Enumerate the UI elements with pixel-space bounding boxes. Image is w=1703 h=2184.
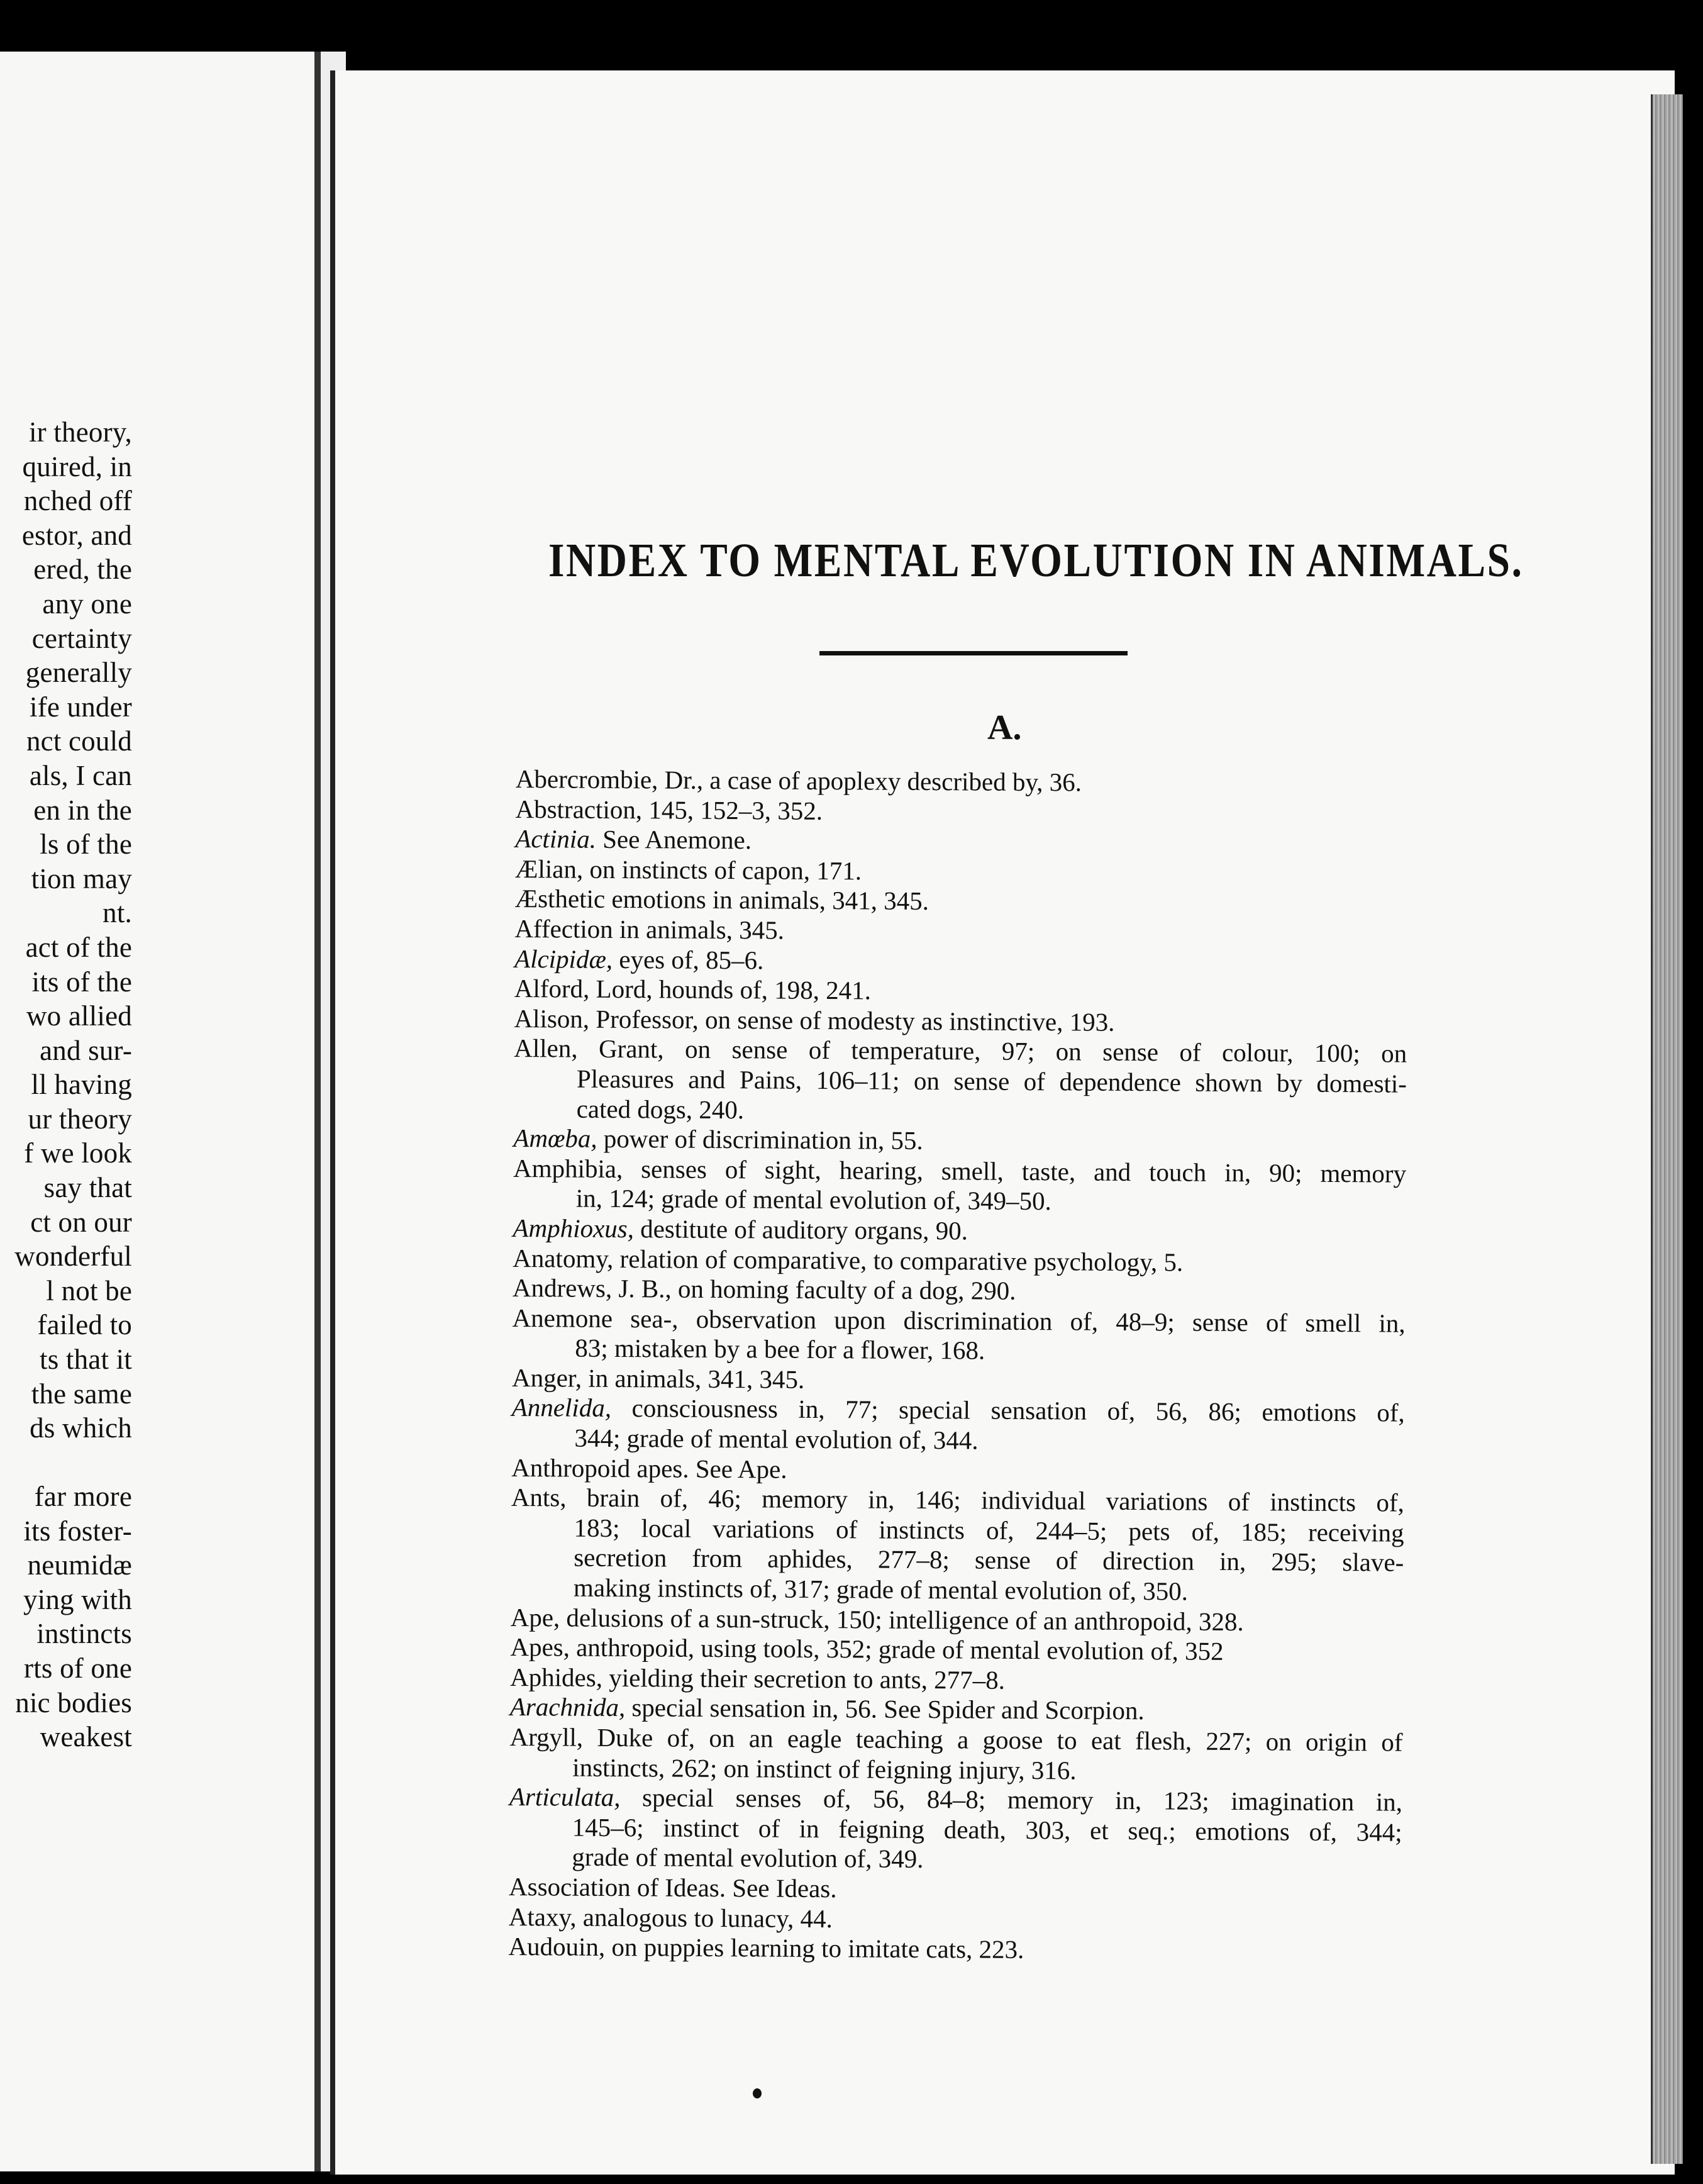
index-entry-line [514,1094,1407,1129]
left-page-line: act of the [25,931,132,963]
index-entry-line [514,1034,1407,1069]
index-entry-head: Amphioxus, [513,1213,635,1244]
index-entry-line [509,1752,1402,1788]
index-entry-text: Alford, Lord, hounds of, 198, 241. [514,974,872,1005]
index-entry-head: Articulata, [509,1782,621,1812]
index-entry-text: 183; local variations of instincts of, 244–5; pets of, 185; receiving [574,1513,1404,1547]
index-entry-line [509,1722,1402,1758]
left-page-line: en in the [33,794,132,826]
index-entry-line [513,1154,1406,1189]
left-page-line: far more [34,1481,132,1512]
index-entry-text: 344; grade of mental evolution of, 344. [574,1423,979,1455]
left-page-line: failed to [37,1309,132,1341]
index-entry-text: Andrews, J. B., on homing faculty of a dog, 290. [512,1273,1016,1305]
index-entry-text: grade of mental evolution of, 349. [572,1842,924,1874]
left-page-line: als, I can [29,759,132,791]
index-entry-text: Affection in animals, 345. [514,913,785,945]
left-page-line: l not be [46,1274,132,1306]
index-entry-line [511,1573,1404,1608]
left-page-line: ts that it [40,1344,132,1376]
left-page-line: generally [25,657,132,689]
index-entry-text: making instincts of, 317; grade of mental evolution of, 350. [573,1573,1189,1606]
index-entry-text: Pleasures and Pains, 106–11; on sense of dependence shown by domesti- [576,1064,1407,1098]
index-entry-line [511,1603,1404,1638]
left-page-line: f we look [24,1137,132,1169]
left-page-line: its of the [31,966,132,998]
index-entry-line [508,1932,1401,1967]
index-entry-line [512,1333,1405,1368]
index-entry-text: Audouin, on puppies learning to imitate cats, 223. [508,1932,1024,1964]
left-page-line: ds which [30,1412,132,1444]
left-page-line: and sur- [40,1034,132,1066]
index-entry-line [514,1004,1407,1039]
index-entry-text: in, 124; grade of mental evolution of, 349–50. [575,1183,1051,1216]
index-entry [516,764,1409,800]
index-entry [511,1393,1405,1458]
left-page-line: rts of one [24,1652,132,1684]
section-letter: A. [987,708,1022,747]
index-entry [509,1782,1402,1877]
left-page-line: ying with [23,1583,132,1615]
index-entry-head: Actinia. [515,824,597,854]
index-entry-line [513,1183,1406,1218]
index-entry [510,1663,1403,1698]
index-entry-line [509,1902,1402,1937]
index-entry-line [513,1243,1406,1278]
index-entry-text: Abercrombie, Dr., a case of apoplexy described by, 36. [515,764,1082,797]
index-entry [515,884,1408,919]
index-entry [515,854,1408,889]
index-entry-line [510,1663,1403,1698]
index-entry-head: Alcipidæ, [514,944,613,974]
index-entry-text: Anthropoid apes. See Ape. [511,1452,787,1484]
left-page-line: nched off [23,485,132,517]
index-entry-text: Aphides, yielding their secretion to ants, 277–8. [509,1662,1006,1695]
page-speck [753,2088,762,2098]
index-entry [514,974,1407,1009]
index-entry-line [511,1483,1404,1518]
index-entry-text: Ants, brain of, 46; memory in, 146; individual variations of instincts of, [511,1483,1404,1517]
left-page-line: neumidæ [27,1549,132,1581]
left-page-line: wonderful [14,1240,132,1273]
index-entry-text: Ape, delusions of a sun-struck, 150; intelligence of an anthropoid, 328. [510,1602,1244,1636]
index-entry-line [516,764,1409,800]
index-entry [514,1004,1407,1039]
index-entry-line [514,1064,1407,1099]
index-entry-line [510,1632,1403,1668]
index-entry-text: instincts, 262; on instinct of feigning injury, 316. [572,1752,1077,1785]
index-entry [515,794,1408,830]
index-entry [509,1722,1403,1788]
index-entry-text: Ælian, on instincts of capon, 171. [514,854,862,886]
left-page-line: say that [43,1172,132,1204]
index-entry-head: Amœba, [513,1123,597,1153]
index-entry-line [515,824,1408,859]
index-entry-text: Anger, in animals, 341, 345. [511,1362,805,1394]
index-entry-text: Abstraction, 145, 152–3, 352. [515,794,823,825]
left-page-line: ur theory [28,1103,132,1135]
index-entry [513,1213,1406,1249]
index-entry [510,1632,1403,1668]
index-entry [513,1154,1407,1219]
index-entry-line [509,1782,1402,1817]
index-entry-line [514,974,1407,1009]
title-rule [819,651,1128,655]
index-entry-text: Association of Ideas. See Ideas. [508,1871,837,1903]
left-page [0,52,318,2171]
index-entry [514,1034,1407,1128]
index-entry-head: Arachnida, [509,1692,626,1722]
index-entry-line [514,944,1407,979]
left-page-line: ll having [31,1069,132,1101]
left-page-line: estor, and [21,519,132,551]
index-entry-line [509,1842,1402,1877]
index-entry-text: special senses of, 56, 84–8; memory in, 123; imagination in, [641,1783,1403,1817]
left-page-text-lower [0,1479,132,1754]
index-entry-line [511,1542,1404,1578]
index-entry-line [511,1453,1404,1488]
index-entry-text: Amphibia, senses of sight, hearing, smell, taste, and touch in, 90; memory [513,1153,1407,1188]
index-entry [509,1872,1402,1907]
index-entry [512,1303,1406,1369]
left-page-line: ir theory, [28,416,132,448]
left-page-line: its foster- [23,1515,132,1547]
index-entry-text: 145–6; instinct of in feigning death, 303, et seq.; emotions of, 344; [572,1812,1402,1847]
index-entry-text: secretion from aphides, 277–8; sense of direction in, 295; slave- [574,1543,1404,1578]
left-page-line: certainty [31,622,132,654]
index-entry-text: See Anemone. [602,825,752,855]
index-entry-line [513,1123,1406,1159]
left-page-line: ls of the [40,828,132,861]
left-page-line: weakest [40,1721,132,1753]
index-entry [508,1932,1401,1967]
left-page-line: nic bodies [15,1686,132,1719]
index-entry [515,824,1408,859]
left-page-line: instincts [36,1618,132,1650]
index-entry [510,1692,1403,1727]
left-page-line: ered, the [33,554,132,586]
left-page-text-upper [0,415,132,1446]
index-entry [514,944,1407,979]
index-entry-text: Apes, anthropoid, using tools, 352; grade of mental evolution of, 352 [510,1632,1224,1666]
left-page-line: ct on our [30,1206,132,1238]
index-entry-line [513,1213,1406,1249]
index-entry-text: power of discrimination in, 55. [603,1123,923,1156]
index-entry-line [512,1303,1405,1339]
index-entry-text: Alison, Professor, on sense of modesty as instinctive, 193. [514,1003,1115,1037]
index-entries [508,764,1409,1967]
left-page-line: ife under [30,691,132,723]
index-entry-text: Æsthetic emotions in animals, 341, 345. [514,884,929,916]
left-page-line: nt. [103,897,132,929]
index-entry [514,914,1407,949]
index-entry-line [512,1393,1405,1428]
index-entry-text: consciousness in, 77; special sensation of, 56, 86; emotions of, [631,1393,1405,1428]
left-page-line: nct could [26,725,132,757]
page-edge [1651,94,1683,2164]
index-entry-line [512,1363,1405,1398]
index-entry-text: cated dogs, 240. [576,1094,745,1124]
index-entry [509,1902,1402,1937]
index-entry-line [511,1423,1404,1458]
index-entry-line [510,1692,1403,1727]
index-entry-line [509,1872,1402,1907]
left-page-line: any one [42,588,132,620]
index-entry-text: 83; mistaken by a bee for a flower, 168. [575,1333,985,1365]
index-entry-line [514,914,1407,949]
index-entry-line [513,1273,1406,1308]
index-entry-line [511,1513,1404,1548]
index-entry-line [515,884,1408,919]
index-entry [511,1483,1404,1608]
index-entry [513,1123,1406,1159]
index-entry-text: Anatomy, relation of comparative, to comparative psychology, 5. [513,1243,1184,1276]
index-entry-text: destitute of auditory organs, 90. [640,1214,968,1245]
index-entry [512,1363,1405,1398]
index-entry-text: eyes of, 85–6. [619,944,764,974]
left-page-line: quired, in [22,450,132,482]
index-entry-text: special sensation in, 56. See Spider and Scorpion. [631,1693,1145,1725]
index-entry-head: Annelida, [511,1393,612,1423]
index-entry-line [515,794,1408,830]
left-page-line: wo allied [26,1000,132,1032]
index-entry [513,1273,1406,1308]
left-page-line: the same [31,1378,132,1410]
index-entry-text: Allen, Grant, on sense of temperature, 97; on sense of colour, 100; on [514,1034,1407,1069]
index-entry-line [515,854,1408,889]
left-page-line: tion may [31,862,132,894]
index-entry-text: Anemone sea-, observation upon discrimination of, 48–9; sense of smell in, [512,1303,1406,1338]
index-entry-text: Ataxy, analogous to lunacy, 44. [508,1902,833,1933]
index-entry-line [509,1812,1402,1847]
index-entry [511,1603,1404,1638]
index-entry [511,1453,1404,1488]
page-title: INDEX TO MENTAL EVOLUTION IN ANIMALS. [548,534,1524,587]
index-entry [513,1243,1406,1278]
index-entry-text: Argyll, Duke of, on an eagle teaching a goose to eat flesh, 227; on origin of [509,1722,1403,1757]
